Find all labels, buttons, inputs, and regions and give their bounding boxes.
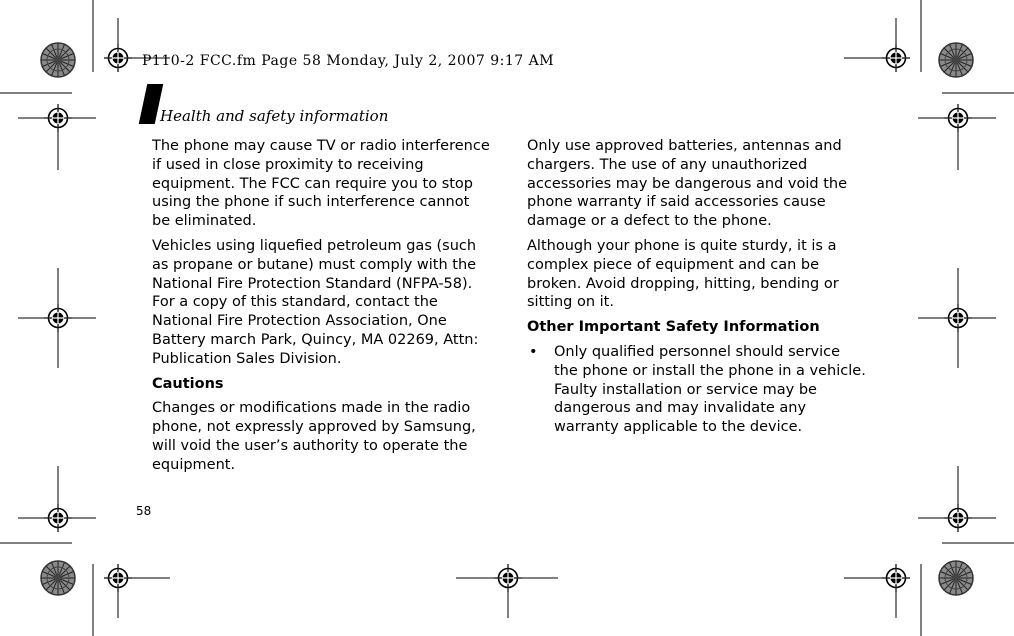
registration-target [494, 564, 522, 592]
color-wheel-icon [939, 561, 973, 595]
registration-target [944, 504, 972, 532]
heading-other-safety: Other Important Safety Information [527, 319, 820, 336]
safety-bullet-list [527, 343, 867, 437]
registration-target [882, 564, 910, 592]
print-slug-header: P110-2 FCC.fm Page 58 Monday, July 2, 2007 9:17 AM [142, 53, 555, 69]
left-column [152, 137, 492, 481]
registration-target [104, 564, 132, 592]
registration-target [944, 304, 972, 332]
color-wheel-icon [41, 43, 75, 77]
heading-cautions: Cautions [152, 375, 224, 392]
page-number: 58 [136, 504, 152, 518]
registration-target [104, 44, 132, 72]
paragraph-tv-interference: The phone may cause TV or radio interference if used in close proximity to receiving equipment. The FCC can require you to stop using the phone if such interference cannot be eliminated. [152, 138, 490, 230]
registration-target [882, 44, 910, 72]
list-item [527, 343, 867, 437]
paragraph-approved-batteries: Only use approved batteries, antennas and chargers. The use of any unauthorized accessories may be dangerous and void the phone warranty if said accessories cause damage or a defect to the phone. [527, 138, 847, 230]
bullet-text: Only qualified personnel should service the phone or install the phone in a vehicle. Faulty installation or service may be dangerous and may invalidate any warranty applicable to the device. [554, 343, 866, 436]
color-wheel-icon [41, 561, 75, 595]
color-wheel-icon [939, 43, 973, 77]
registration-target [44, 504, 72, 532]
paragraph-liquefied-gas: Vehicles using liquefied petroleum gas (such as propane or butane) must comply with the National Fire Protection Standard (NFPA-58). For a copy of this standard, contact the National Fire Protection Association, One Battery march Park, Quincy, MA 02269, Attn: Publication Sales Division. [152, 237, 479, 367]
registration-target [44, 304, 72, 332]
registration-target [44, 104, 72, 132]
section-title: Health and safety information [160, 107, 389, 125]
paragraph-sturdy-phone: Although your phone is quite sturdy, it is a complex piece of equipment and can be broken. Avoid dropping, hitting, bending or sitting on it. [527, 237, 839, 311]
right-column [527, 137, 867, 437]
registration-target [944, 104, 972, 132]
paragraph-modifications: Changes or modifications made in the radio phone, not expressly approved by Samsung, will void the user’s authority to operate the equipment. [152, 400, 476, 473]
bullet-icon: • [529, 343, 538, 360]
